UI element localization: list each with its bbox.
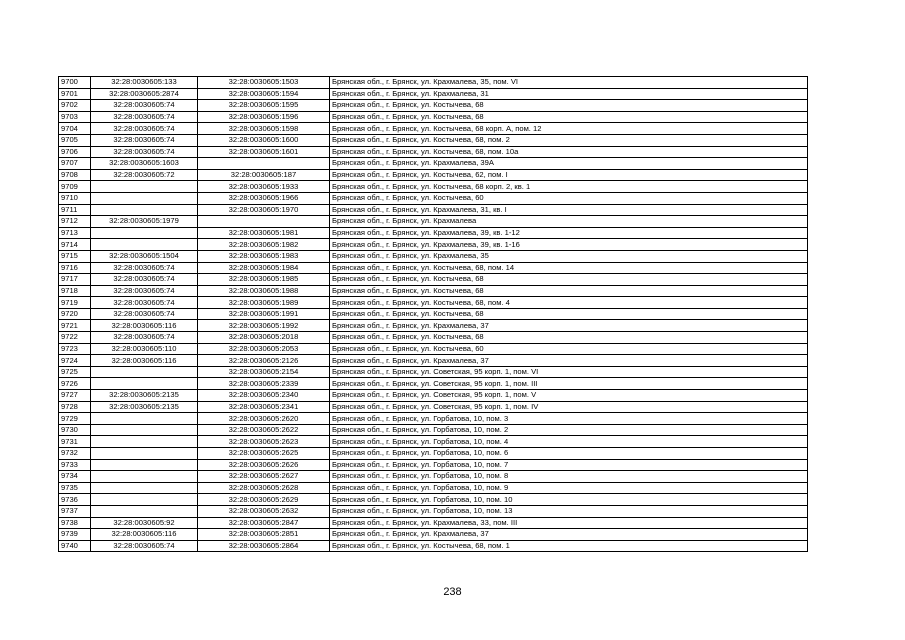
row-number-cell: 9732 (59, 448, 91, 460)
table-row (59, 471, 808, 483)
table-row (59, 424, 808, 436)
table-row (59, 77, 808, 89)
cadastral-number-cell: 32:28:0030605:2864 (198, 540, 330, 552)
row-number-cell: 9704 (59, 123, 91, 135)
table-row (59, 390, 808, 402)
row-number-cell: 9717 (59, 274, 91, 286)
address-cell: Брянская обл., г. Брянск, ул. Крахмалева, 37 (330, 320, 808, 332)
address-cell: Брянская обл., г. Брянск, ул. Костычева, 68 корп. А, пом. 12 (330, 123, 808, 135)
cadastral-number-cell: 32:28:0030605:1594 (198, 88, 330, 100)
table-row (59, 378, 808, 390)
address-cell: Брянская обл., г. Брянск, ул. Крахмалева, 35, пом. VI (330, 77, 808, 89)
parent-cadastral-number-cell (91, 471, 198, 483)
cadastral-number-cell: 32:28:0030605:1989 (198, 297, 330, 309)
table-row (59, 494, 808, 506)
row-number-cell: 9736 (59, 494, 91, 506)
row-number-cell: 9707 (59, 158, 91, 170)
parent-cadastral-number-cell (91, 227, 198, 239)
parent-cadastral-number-cell: 32:28:0030605:74 (91, 111, 198, 123)
table-row (59, 505, 808, 517)
address-cell: Брянская обл., г. Брянск, ул. Крахмалева, 31 (330, 88, 808, 100)
address-cell: Брянская обл., г. Брянск, ул. Костычева, 62, пом. I (330, 169, 808, 181)
cadastral-number-cell: 32:28:0030605:1600 (198, 134, 330, 146)
address-cell: Брянская обл., г. Брянск, ул. Костычева, 68 (330, 100, 808, 112)
table-row (59, 355, 808, 367)
row-number-cell: 9723 (59, 343, 91, 355)
parent-cadastral-number-cell: 32:28:0030605:74 (91, 100, 198, 112)
cadastral-number-cell: 32:28:0030605:2627 (198, 471, 330, 483)
table-row (59, 204, 808, 216)
address-cell: Брянская обл., г. Брянск, ул. Горбатова, 10, пом. 3 (330, 413, 808, 425)
row-number-cell: 9713 (59, 227, 91, 239)
parent-cadastral-number-cell (91, 366, 198, 378)
row-number-cell: 9705 (59, 134, 91, 146)
table-row (59, 239, 808, 251)
table-row (59, 343, 808, 355)
row-number-cell: 9726 (59, 378, 91, 390)
address-cell: Брянская обл., г. Брянск, ул. Советская, 95 корп. 1, пом. III (330, 378, 808, 390)
table-row (59, 134, 808, 146)
address-cell: Брянская обл., г. Брянск, ул. Горбатова, 10, пом. 10 (330, 494, 808, 506)
cadastral-number-cell: 32:28:0030605:2625 (198, 448, 330, 460)
row-number-cell: 9702 (59, 100, 91, 112)
table-row (59, 366, 808, 378)
address-cell: Брянская обл., г. Брянск, ул. Крахмалева, 35 (330, 250, 808, 262)
row-number-cell: 9727 (59, 390, 91, 402)
address-cell: Брянская обл., г. Брянск, ул. Костычева, 60 (330, 192, 808, 204)
table-row (59, 88, 808, 100)
address-cell: Брянская обл., г. Брянск, ул. Костычева, 68, пом. 4 (330, 297, 808, 309)
address-cell: Брянская обл., г. Брянск, ул. Горбатова, 10, пом. 6 (330, 448, 808, 460)
cadastral-number-cell: 32:28:0030605:1933 (198, 181, 330, 193)
parent-cadastral-number-cell (91, 204, 198, 216)
address-cell: Брянская обл., г. Брянск, ул. Костычева, 68, пом. 10а (330, 146, 808, 158)
row-number-cell: 9730 (59, 424, 91, 436)
parent-cadastral-number-cell: 32:28:0030605:2874 (91, 88, 198, 100)
address-cell: Брянская обл., г. Брянск, ул. Костычева, 68 (330, 332, 808, 344)
cadastral-number-cell: 32:28:0030605:1595 (198, 100, 330, 112)
row-number-cell: 9703 (59, 111, 91, 123)
parent-cadastral-number-cell: 32:28:0030605:133 (91, 77, 198, 89)
row-number-cell: 9724 (59, 355, 91, 367)
row-number-cell: 9733 (59, 459, 91, 471)
table-row (59, 111, 808, 123)
address-cell: Брянская обл., г. Брянск, ул. Костычева, 68 корп. 2, кв. 1 (330, 181, 808, 193)
row-number-cell: 9720 (59, 308, 91, 320)
table-row (59, 227, 808, 239)
cadastral-number-cell: 32:28:0030605:2632 (198, 505, 330, 517)
table-row (59, 517, 808, 529)
parent-cadastral-number-cell: 32:28:0030605:116 (91, 320, 198, 332)
row-number-cell: 9715 (59, 250, 91, 262)
address-cell: Брянская обл., г. Брянск, ул. Крахмалева, 37 (330, 355, 808, 367)
parent-cadastral-number-cell: 32:28:0030605:72 (91, 169, 198, 181)
address-cell: Брянская обл., г. Брянск, ул. Горбатова, 10, пом. 2 (330, 424, 808, 436)
address-cell: Брянская обл., г. Брянск, ул. Костычева, 68 (330, 285, 808, 297)
parent-cadastral-number-cell: 32:28:0030605:2135 (91, 401, 198, 413)
parent-cadastral-number-cell: 32:28:0030605:110 (91, 343, 198, 355)
parent-cadastral-number-cell: 32:28:0030605:74 (91, 274, 198, 286)
cadastral-number-cell (198, 216, 330, 228)
address-cell: Брянская обл., г. Брянск, ул. Советская, 95 корп. 1, пом. IV (330, 401, 808, 413)
cadastral-number-cell: 32:28:0030605:2847 (198, 517, 330, 529)
address-cell: Брянская обл., г. Брянск, ул. Костычева, 60 (330, 343, 808, 355)
parent-cadastral-number-cell: 32:28:0030605:74 (91, 540, 198, 552)
table-row (59, 482, 808, 494)
address-cell: Брянская обл., г. Брянск, ул. Костычева, 68, пом. 14 (330, 262, 808, 274)
row-number-cell: 9739 (59, 529, 91, 541)
parent-cadastral-number-cell (91, 436, 198, 448)
address-cell: Брянская обл., г. Брянск, ул. Советская, 95 корп. 1, пом. V (330, 390, 808, 402)
table-row (59, 308, 808, 320)
cadastral-number-cell: 32:28:0030605:1601 (198, 146, 330, 158)
parent-cadastral-number-cell: 32:28:0030605:1603 (91, 158, 198, 170)
parent-cadastral-number-cell (91, 378, 198, 390)
cadastral-number-cell: 32:28:0030605:2341 (198, 401, 330, 413)
parent-cadastral-number-cell (91, 448, 198, 460)
parent-cadastral-number-cell: 32:28:0030605:74 (91, 308, 198, 320)
parent-cadastral-number-cell: 32:28:0030605:74 (91, 146, 198, 158)
cadastral-number-cell: 32:28:0030605:1992 (198, 320, 330, 332)
registry-table (58, 76, 808, 552)
parent-cadastral-number-cell (91, 424, 198, 436)
parent-cadastral-number-cell: 32:28:0030605:92 (91, 517, 198, 529)
table-row (59, 250, 808, 262)
table-row (59, 540, 808, 552)
cadastral-number-cell: 32:28:0030605:1991 (198, 308, 330, 320)
cadastral-number-cell: 32:28:0030605:2340 (198, 390, 330, 402)
parent-cadastral-number-cell: 32:28:0030605:74 (91, 123, 198, 135)
table-row (59, 100, 808, 112)
row-number-cell: 9716 (59, 262, 91, 274)
parent-cadastral-number-cell (91, 494, 198, 506)
table-row (59, 297, 808, 309)
page-number: 238 (443, 586, 462, 598)
row-number-cell: 9706 (59, 146, 91, 158)
address-cell: Брянская обл., г. Брянск, ул. Костычева, 68 (330, 111, 808, 123)
row-number-cell: 9734 (59, 471, 91, 483)
address-cell: Брянская обл., г. Брянск, ул. Горбатова, 10, пом. 7 (330, 459, 808, 471)
row-number-cell: 9701 (59, 88, 91, 100)
row-number-cell: 9718 (59, 285, 91, 297)
cadastral-number-cell: 32:28:0030605:1984 (198, 262, 330, 274)
cadastral-number-cell: 32:28:0030605:1503 (198, 77, 330, 89)
row-number-cell: 9731 (59, 436, 91, 448)
cadastral-number-cell: 32:28:0030605:2339 (198, 378, 330, 390)
parent-cadastral-number-cell (91, 482, 198, 494)
cadastral-number-cell: 32:28:0030605:2629 (198, 494, 330, 506)
address-cell: Брянская обл., г. Брянск, ул. Горбатова, 10, пом. 8 (330, 471, 808, 483)
parent-cadastral-number-cell: 32:28:0030605:1504 (91, 250, 198, 262)
table-row (59, 413, 808, 425)
address-cell: Брянская обл., г. Брянск, ул. Крахмалева, 33, пом. III (330, 517, 808, 529)
row-number-cell: 9714 (59, 239, 91, 251)
cadastral-number-cell: 32:28:0030605:2851 (198, 529, 330, 541)
cadastral-number-cell: 32:28:0030605:187 (198, 169, 330, 181)
table-row (59, 332, 808, 344)
table-row (59, 448, 808, 460)
cadastral-number-cell: 32:28:0030605:1598 (198, 123, 330, 135)
row-number-cell: 9722 (59, 332, 91, 344)
table-row (59, 169, 808, 181)
address-cell: Брянская обл., г. Брянск, ул. Горбатова, 10, пом. 13 (330, 505, 808, 517)
parent-cadastral-number-cell: 32:28:0030605:74 (91, 262, 198, 274)
address-cell: Брянская обл., г. Брянск, ул. Крахмалева, 31, кв. I (330, 204, 808, 216)
cadastral-number-cell: 32:28:0030605:2126 (198, 355, 330, 367)
parent-cadastral-number-cell (91, 505, 198, 517)
cadastral-number-cell: 32:28:0030605:1982 (198, 239, 330, 251)
parent-cadastral-number-cell (91, 239, 198, 251)
cadastral-number-cell: 32:28:0030605:1981 (198, 227, 330, 239)
table-row (59, 181, 808, 193)
row-number-cell: 9738 (59, 517, 91, 529)
cadastral-number-cell: 32:28:0030605:1966 (198, 192, 330, 204)
address-cell: Брянская обл., г. Брянск, ул. Костычева, 68, пом. 2 (330, 134, 808, 146)
table-row (59, 459, 808, 471)
table-row (59, 274, 808, 286)
parent-cadastral-number-cell (91, 181, 198, 193)
table-row (59, 285, 808, 297)
parent-cadastral-number-cell: 32:28:0030605:2135 (91, 390, 198, 402)
cadastral-number-cell: 32:28:0030605:2622 (198, 424, 330, 436)
row-number-cell: 9708 (59, 169, 91, 181)
cadastral-number-cell: 32:28:0030605:1596 (198, 111, 330, 123)
table-row (59, 158, 808, 170)
address-cell: Брянская обл., г. Брянск, ул. Советская, 95 корп. 1, пом. VI (330, 366, 808, 378)
address-cell: Брянская обл., г. Брянск, ул. Костычева, 68 (330, 274, 808, 286)
parent-cadastral-number-cell: 32:28:0030605:74 (91, 332, 198, 344)
cadastral-number-cell: 32:28:0030605:2053 (198, 343, 330, 355)
parent-cadastral-number-cell: 32:28:0030605:116 (91, 355, 198, 367)
row-number-cell: 9735 (59, 482, 91, 494)
address-cell: Брянская обл., г. Брянск, ул. Крахмалева, 37 (330, 529, 808, 541)
cadastral-number-cell: 32:28:0030605:2154 (198, 366, 330, 378)
table-row (59, 320, 808, 332)
table-row (59, 529, 808, 541)
row-number-cell: 9700 (59, 77, 91, 89)
parent-cadastral-number-cell: 32:28:0030605:74 (91, 285, 198, 297)
table-row (59, 146, 808, 158)
cadastral-number-cell: 32:28:0030605:1988 (198, 285, 330, 297)
cadastral-number-cell: 32:28:0030605:2623 (198, 436, 330, 448)
address-cell: Брянская обл., г. Брянск, ул. Костычева, 68, пом. 1 (330, 540, 808, 552)
cadastral-number-cell (198, 158, 330, 170)
cadastral-number-cell: 32:28:0030605:2628 (198, 482, 330, 494)
row-number-cell: 9740 (59, 540, 91, 552)
cadastral-number-cell: 32:28:0030605:2620 (198, 413, 330, 425)
parent-cadastral-number-cell: 32:28:0030605:116 (91, 529, 198, 541)
row-number-cell: 9737 (59, 505, 91, 517)
cadastral-number-cell: 32:28:0030605:1970 (198, 204, 330, 216)
cadastral-number-cell: 32:28:0030605:1983 (198, 250, 330, 262)
parent-cadastral-number-cell: 32:28:0030605:74 (91, 134, 198, 146)
row-number-cell: 9721 (59, 320, 91, 332)
row-number-cell: 9719 (59, 297, 91, 309)
address-cell: Брянская обл., г. Брянск, ул. Крахмалева, 39А (330, 158, 808, 170)
row-number-cell: 9711 (59, 204, 91, 216)
table-row (59, 123, 808, 135)
row-number-cell: 9709 (59, 181, 91, 193)
row-number-cell: 9728 (59, 401, 91, 413)
row-number-cell: 9710 (59, 192, 91, 204)
registry-table-body (59, 77, 808, 552)
address-cell: Брянская обл., г. Брянск, ул. Костычева, 68 (330, 308, 808, 320)
address-cell: Брянская обл., г. Брянск, ул. Крахмалева, 39, кв. 1-12 (330, 227, 808, 239)
row-number-cell: 9725 (59, 366, 91, 378)
parent-cadastral-number-cell (91, 192, 198, 204)
table-row (59, 192, 808, 204)
table-row (59, 436, 808, 448)
cadastral-number-cell: 32:28:0030605:2626 (198, 459, 330, 471)
address-cell: Брянская обл., г. Брянск, ул. Горбатова, 10, пом. 9 (330, 482, 808, 494)
table-row (59, 401, 808, 413)
parent-cadastral-number-cell (91, 459, 198, 471)
table-row (59, 216, 808, 228)
address-cell: Брянская обл., г. Брянск, ул. Крахмалева, 39, кв. 1-16 (330, 239, 808, 251)
parent-cadastral-number-cell: 32:28:0030605:74 (91, 297, 198, 309)
parent-cadastral-number-cell: 32:28:0030605:1979 (91, 216, 198, 228)
address-cell: Брянская обл., г. Брянск, ул. Горбатова, 10, пом. 4 (330, 436, 808, 448)
address-cell: Брянская обл., г. Брянск, ул. Крахмалева (330, 216, 808, 228)
row-number-cell: 9729 (59, 413, 91, 425)
parent-cadastral-number-cell (91, 413, 198, 425)
table-row (59, 262, 808, 274)
cadastral-number-cell: 32:28:0030605:2018 (198, 332, 330, 344)
cadastral-number-cell: 32:28:0030605:1985 (198, 274, 330, 286)
row-number-cell: 9712 (59, 216, 91, 228)
